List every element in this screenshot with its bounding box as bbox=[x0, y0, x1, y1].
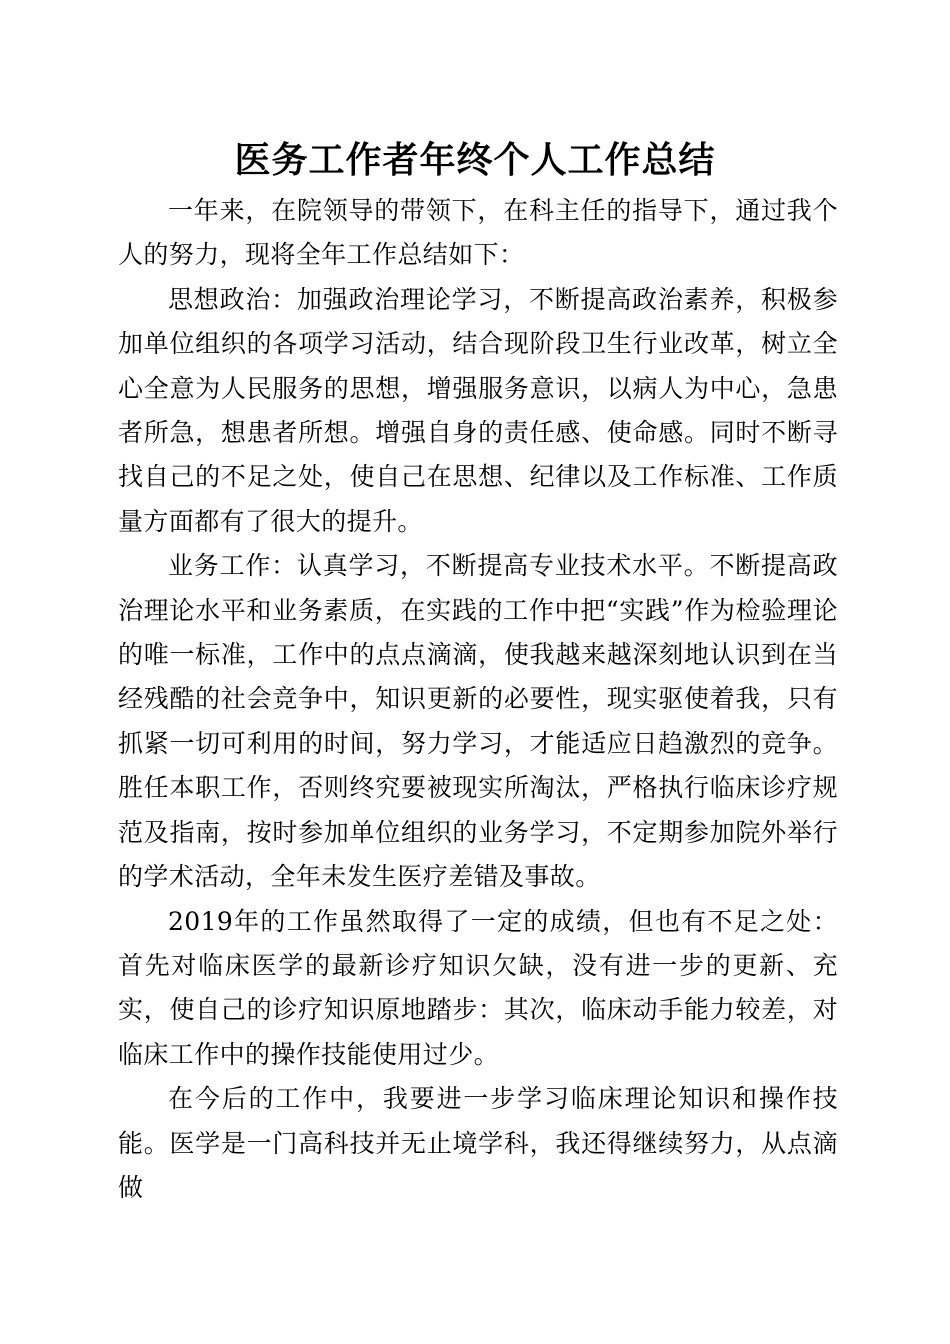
paragraph-political-thought: 思想政治：加强政治理论学习，不断提高政治素养，积极参加单位组织的各项学习活动，结合现阶段卫生行业改革，树立全心全意为人民服务的思想，增强服务意识，以病人为中心，急患者所急，想患者所想。增强自身的责任感、使命感。同时不断寻找自己的不足之处，使自己在思想、纪律以及工作标准、工作质量方面都有了很大的提升。 bbox=[118, 284, 838, 536]
document-body bbox=[118, 189, 838, 1210]
paragraph-intro: 一年来，在院领导的带领下，在科主任的指导下，通过我个人的努力，现将全年工作总结如下： bbox=[118, 196, 838, 270]
document-title: 医务工作者年终个人工作总结 bbox=[234, 139, 716, 181]
paragraph-future-plans: 在今后的工作中，我要进一步学习临床理论知识和操作技能。医学是一门高科技并无止境学科，我还得继续努力，从点滴做 bbox=[118, 1084, 838, 1202]
paragraph-professional-work: 业务工作：认真学习，不断提高专业技术水平。不断提高政治理论水平和业务素质，在实践的工作中把“实践”作为检验理论的唯一标准，工作中的点点滴滴，使我越来越深刻地认识到在当经残酷的社会竞争中，知识更新的必要性，现实驱使着我，只有抓紧一切可利用的时间，努力学习，才能适应日趋激烈的竞争。胜任本职工作，否则终究要被现实所淘汰，严格执行临床诊疗规范及指南，按时参加单位组织的业务学习，不定期参加院外举行的学术活动，全年未发生医疗差错及事故。 bbox=[118, 551, 838, 892]
paragraph-shortcomings: 2019年的工作虽然取得了一定的成绩，但也有不足之处：首先对临床医学的最新诊疗知识欠缺，没有进一步的更新、充实，使自己的诊疗知识原地踏步：其次，临床动手能力较差，对临床工作中的操作技能使用过少。 bbox=[118, 906, 838, 1069]
